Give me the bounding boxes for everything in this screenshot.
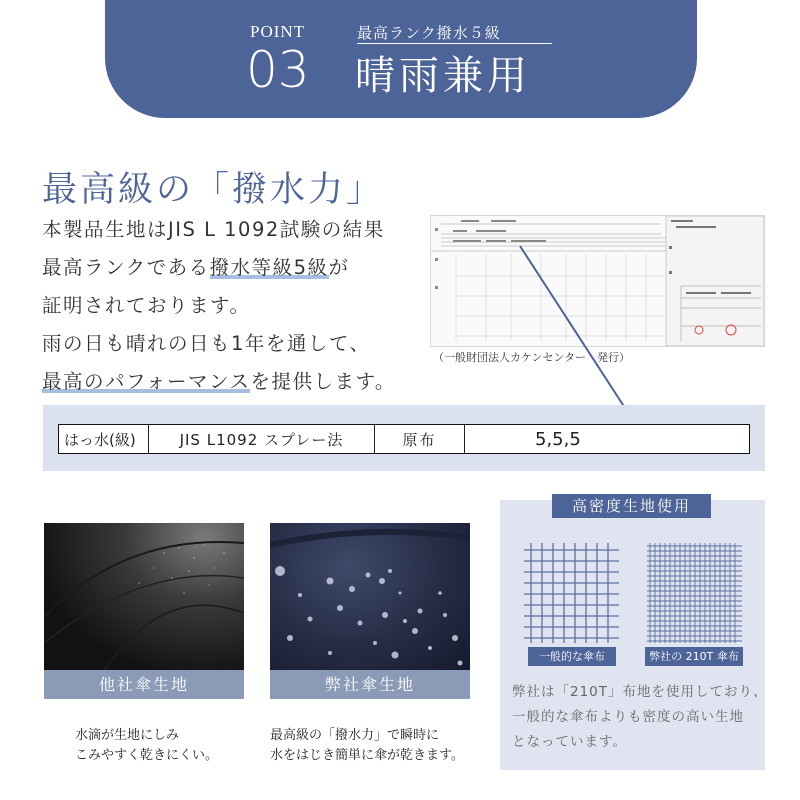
our-fabric-caption-2: 水をはじき簡単に傘が乾きます。 [270, 748, 464, 763]
header-title: 晴雨兼用 [355, 53, 531, 99]
body-line-2: 最高ランクである撥水等級5級が [42, 256, 350, 279]
fabric-description [512, 680, 768, 755]
highlight-performance: 最高のパフォーマンス [42, 370, 251, 393]
header-subtitle: 最高ランク撥水５級 [357, 24, 501, 42]
other-fabric-caption-1: 水滴が生地にしみ [75, 728, 180, 743]
section-heading: 最高級の「撥水力」 [42, 170, 385, 210]
table-cell-item: はっ水(級) [59, 425, 149, 453]
point-number: 03 [246, 41, 310, 99]
standard-fabric-tag: 一般的な傘布 [528, 647, 616, 666]
body-line-1: 本製品生地はJIS L 1092試験の結果 [42, 218, 385, 241]
fabric-description-line-1: 弊社は「210T」布地を使用しており、 [512, 684, 768, 700]
other-fabric-photo [44, 523, 244, 670]
our-fabric-photo [270, 523, 470, 670]
fabric-density-title: 高密度生地使用 [552, 494, 711, 518]
body-line-5: 最高のパフォーマンスを提供します。 [42, 370, 396, 393]
table-cell-result: 5,5,5 [535, 428, 581, 450]
highlight-water-grade: 撥水等級5級 [209, 256, 329, 279]
our-fabric-caption-1: 最高級の「撥水力」で瞬時に [270, 728, 440, 743]
other-fabric-caption-2: こみやすく乾きにくい。 [75, 748, 219, 763]
fabric-description-line-3: となっています。 [512, 734, 627, 750]
point-label: POINT [250, 22, 306, 41]
test-result-table [58, 424, 750, 454]
other-fabric-label: 他社傘生地 [44, 670, 244, 699]
table-cell-method: JIS L1092 スプレー法 [149, 425, 375, 453]
body-line-3: 証明されております。 [42, 294, 251, 317]
dense-fabric-tag: 弊社の 210T 傘布 [645, 647, 743, 666]
certificate-caption: （一般財団法人カケンセンター 発行） [433, 351, 631, 364]
our-fabric-label: 弊社傘生地 [270, 670, 470, 699]
body-line-4: 雨の日も晴れの日も1年を通して、 [42, 332, 371, 355]
fabric-description-line-2: 一般的な傘布よりも密度の高い生地 [512, 709, 744, 725]
table-cell-sample: 原布 [375, 425, 465, 453]
standard-fabric-grid [524, 543, 619, 647]
dense-fabric-grid [647, 543, 742, 647]
